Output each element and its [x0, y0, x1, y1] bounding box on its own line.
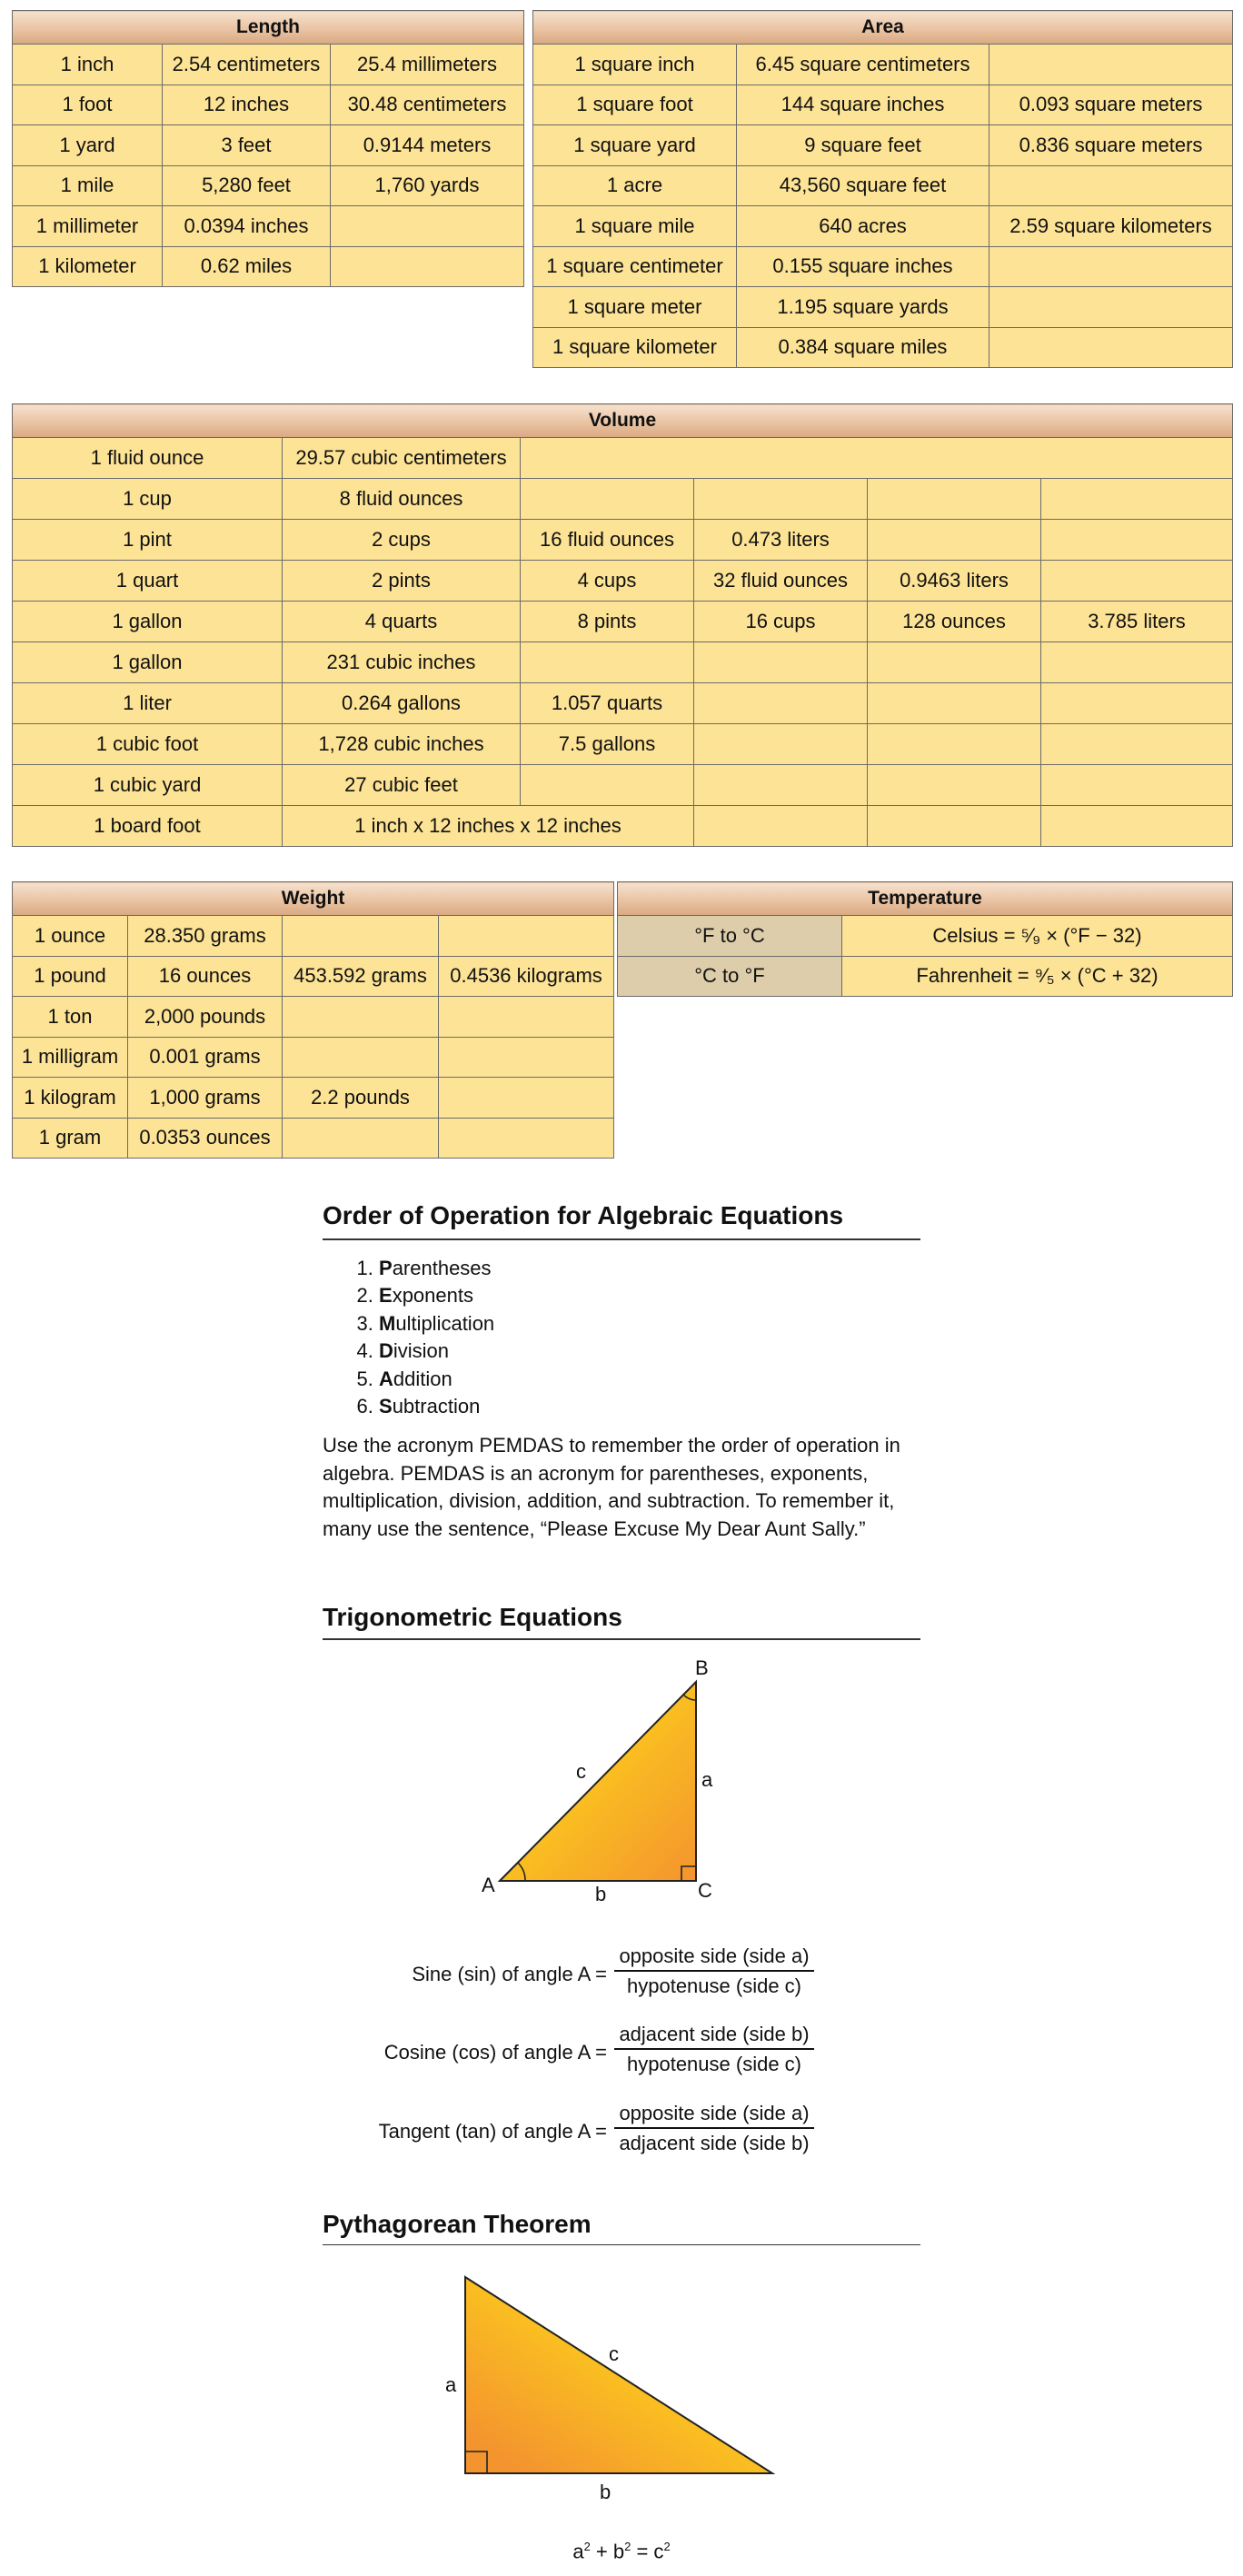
- pemdas-item: [379, 1366, 494, 1393]
- weight-cell: 1,000 grams: [128, 1078, 283, 1119]
- pemdas-item: [379, 1310, 494, 1338]
- pemdas-initial: A: [379, 1367, 393, 1390]
- area-cell: [989, 327, 1233, 368]
- area-cell: [989, 246, 1233, 287]
- sine-fraction: [614, 1943, 814, 1999]
- volume-row: [13, 724, 1233, 765]
- volume-row: [13, 806, 1233, 847]
- pyth-side-b-label: b: [600, 2481, 612, 2503]
- length-row: [13, 165, 524, 206]
- volume-cell: [868, 479, 1041, 520]
- length-row: [13, 206, 524, 247]
- length-cell: 12 inches: [163, 85, 331, 125]
- temperature-table-block: [617, 881, 1232, 997]
- pyth-eq-plus-b: + b: [590, 2540, 625, 2563]
- weight-cell: 2,000 pounds: [128, 997, 283, 1038]
- volume-cell: 32 fluid ounces: [694, 561, 868, 602]
- area-cell: 0.836 square meters: [989, 125, 1233, 166]
- temperature-table: [617, 881, 1233, 997]
- volume-table-title: Volume: [13, 404, 1233, 438]
- pyth-eq-exp-3: 2: [663, 2540, 671, 2553]
- pemdas-rest: ultiplication: [395, 1311, 495, 1335]
- vertex-c-label: C: [698, 1879, 712, 1902]
- weight-cell: 1 gram: [13, 1118, 128, 1159]
- temperature-row: [618, 956, 1233, 997]
- area-row: [533, 206, 1233, 247]
- pemdas-rest: ddition: [393, 1367, 452, 1390]
- length-cell: [331, 206, 524, 247]
- length-cell: 1 foot: [13, 85, 163, 125]
- volume-cell: [694, 724, 868, 765]
- area-cell: 1 square kilometer: [533, 327, 737, 368]
- weight-row: [13, 997, 614, 1038]
- cosine-lhs: Cosine (cos) of angle A =: [383, 2041, 607, 2064]
- volume-cell: 1 liter: [13, 683, 283, 724]
- pemdas-initial: S: [379, 1395, 393, 1418]
- pyth-eq-equals-c: = c: [631, 2540, 664, 2563]
- area-row: [533, 246, 1233, 287]
- area-table: [532, 10, 1233, 368]
- weight-cell: 1 kilogram: [13, 1078, 128, 1119]
- area-cell: 0.093 square meters: [989, 85, 1233, 125]
- volume-cell: [694, 642, 868, 683]
- weight-row: [13, 956, 614, 997]
- pyth-eq-exp-2: 2: [624, 2540, 631, 2553]
- order-heading-rule: [323, 1238, 920, 1240]
- pythagorean-triangle-diagram: [427, 2263, 791, 2508]
- area-cell: 1 square meter: [533, 287, 737, 328]
- pythagorean-heading: Pythagorean Theorem: [323, 2210, 592, 2238]
- side-b-label: b: [595, 1883, 607, 1905]
- weight-cell: [439, 997, 614, 1038]
- area-cell: 0.155 square inches: [737, 246, 989, 287]
- pyth-side-a-label: a: [445, 2373, 457, 2396]
- cosine-numerator: adjacent side (side b): [614, 2021, 814, 2050]
- volume-cell: 16 cups: [694, 602, 868, 642]
- volume-cell: 2 cups: [283, 520, 521, 561]
- temperature-row: [618, 916, 1233, 957]
- volume-cell: 1 cup: [13, 479, 283, 520]
- area-table-block: [532, 10, 1232, 368]
- tangent-numerator: opposite side (side a): [614, 2100, 814, 2129]
- volume-cell: [1041, 765, 1233, 806]
- length-row: [13, 246, 524, 287]
- length-cell: 0.62 miles: [163, 246, 331, 287]
- pyth-eq-exp-1: 2: [583, 2540, 591, 2553]
- length-cell: 2.54 centimeters: [163, 45, 331, 85]
- side-a-label: a: [701, 1768, 713, 1791]
- area-cell: 640 acres: [737, 206, 989, 247]
- volume-cell: 0.473 liters: [694, 520, 868, 561]
- vertex-a-label: A: [482, 1874, 495, 1896]
- weight-cell: 1 pound: [13, 956, 128, 997]
- area-row: [533, 85, 1233, 125]
- volume-cell: [1041, 642, 1233, 683]
- volume-cell: 1 cubic foot: [13, 724, 283, 765]
- area-row: [533, 287, 1233, 328]
- volume-cell: 8 pints: [521, 602, 694, 642]
- pemdas-item: [379, 1338, 494, 1365]
- volume-cell: 0.264 gallons: [283, 683, 521, 724]
- weight-cell: [283, 916, 439, 957]
- weight-cell: 1 milligram: [13, 1037, 128, 1078]
- area-cell: 1 square yard: [533, 125, 737, 166]
- volume-row: [13, 479, 1233, 520]
- pyth-side-c-label: c: [609, 2342, 619, 2365]
- volume-cell: [1041, 479, 1233, 520]
- volume-cell: [521, 479, 694, 520]
- area-cell: 1 square centimeter: [533, 246, 737, 287]
- pyth-eq-a: a: [572, 2540, 584, 2563]
- order-heading: Order of Operation for Algebraic Equations: [323, 1201, 844, 1229]
- volume-cell: 128 ounces: [868, 602, 1041, 642]
- pemdas-rest: ivision: [393, 1339, 450, 1363]
- temperature-cell: °C to °F: [618, 956, 842, 997]
- volume-cell: [868, 724, 1041, 765]
- weight-row: [13, 916, 614, 957]
- volume-cell: 1.057 quarts: [521, 683, 694, 724]
- tangent-denominator: adjacent side (side b): [619, 2132, 810, 2154]
- length-cell: 0.0394 inches: [163, 206, 331, 247]
- pemdas-item: [379, 1282, 494, 1309]
- weight-cell: 453.592 grams: [283, 956, 439, 997]
- weight-cell: [283, 1118, 439, 1159]
- volume-cell: [868, 683, 1041, 724]
- volume-cell: 1 gallon: [13, 602, 283, 642]
- tangent-lhs: Tangent (tan) of angle A =: [378, 2120, 607, 2143]
- volume-row: [13, 765, 1233, 806]
- area-row: [533, 165, 1233, 206]
- area-cell: 1.195 square yards: [737, 287, 989, 328]
- weight-table-title: Weight: [13, 882, 614, 916]
- area-cell: [989, 45, 1233, 85]
- volume-cell: 16 fluid ounces: [521, 520, 694, 561]
- pemdas-rest: xponents: [392, 1284, 473, 1308]
- pemdas-rest: ubtraction: [392, 1395, 481, 1418]
- vertex-b-label: B: [695, 1656, 709, 1679]
- volume-cell: 4 cups: [521, 561, 694, 602]
- volume-cell: 0.9463 liters: [868, 561, 1041, 602]
- volume-cell: [694, 806, 868, 847]
- area-cell: [989, 165, 1233, 206]
- weight-cell: [439, 1078, 614, 1119]
- volume-cell: 1 board foot: [13, 806, 283, 847]
- length-cell: 3 feet: [163, 125, 331, 166]
- volume-cell: [1041, 561, 1233, 602]
- temperature-cell: °F to °C: [618, 916, 842, 957]
- weight-cell: [439, 1037, 614, 1078]
- pythagorean-triangle: [465, 2277, 772, 2473]
- length-cell: [331, 246, 524, 287]
- length-cell: 30.48 centimeters: [331, 85, 524, 125]
- weight-row: [13, 1037, 614, 1078]
- side-c-label: c: [576, 1760, 586, 1783]
- volume-table: [12, 403, 1233, 847]
- cosine-fraction: [614, 2021, 814, 2077]
- length-row: [13, 45, 524, 85]
- weight-row: [13, 1078, 614, 1119]
- tangent-fraction: [614, 2100, 814, 2156]
- length-cell: 25.4 millimeters: [331, 45, 524, 85]
- area-cell: 1 square inch: [533, 45, 737, 85]
- weight-table-block: [12, 881, 613, 1159]
- volume-cell: 1,728 cubic inches: [283, 724, 521, 765]
- pemdas-initial: D: [379, 1339, 393, 1363]
- tangent-equation: [0, 2100, 1243, 2163]
- length-cell: 0.9144 meters: [331, 125, 524, 166]
- trig-triangle: [500, 1682, 696, 1881]
- area-cell: [989, 287, 1233, 328]
- volume-cell: 7.5 gallons: [521, 724, 694, 765]
- weight-table: [12, 881, 614, 1159]
- volume-row: [13, 683, 1233, 724]
- pemdas-initial: P: [379, 1257, 393, 1279]
- pemdas-item: [379, 1393, 494, 1420]
- volume-cell: [694, 765, 868, 806]
- pemdas-item: [379, 1255, 494, 1282]
- volume-cell: 2 pints: [283, 561, 521, 602]
- area-row: [533, 327, 1233, 368]
- weight-cell: 0.001 grams: [128, 1037, 283, 1078]
- sine-numerator: opposite side (side a): [614, 1943, 814, 1972]
- volume-row: [13, 642, 1233, 683]
- area-cell: 6.45 square centimeters: [737, 45, 989, 85]
- volume-cell: 3.785 liters: [1041, 602, 1233, 642]
- area-cell: 144 square inches: [737, 85, 989, 125]
- weight-cell: 2.2 pounds: [283, 1078, 439, 1119]
- pemdas-initial: E: [379, 1284, 393, 1308]
- volume-cell: 1 gallon: [13, 642, 283, 683]
- sine-equation: [0, 1943, 1243, 2006]
- trig-heading-rule: [323, 1638, 920, 1640]
- cosine-equation: [0, 2021, 1243, 2084]
- weight-row: [13, 1118, 614, 1159]
- pemdas-rest: arentheses: [392, 1257, 492, 1279]
- temperature-cell: Celsius = ⁵⁄₉ × (°F − 32): [842, 916, 1233, 957]
- length-cell: 1 mile: [13, 165, 163, 206]
- volume-cell: 27 cubic feet: [283, 765, 521, 806]
- area-cell: 43,560 square feet: [737, 165, 989, 206]
- trig-triangle-diagram: [472, 1654, 745, 1908]
- volume-cell: 8 fluid ounces: [283, 479, 521, 520]
- length-cell: 1 inch: [13, 45, 163, 85]
- volume-cell: [694, 683, 868, 724]
- volume-cell: [1041, 520, 1233, 561]
- volume-row: [13, 602, 1233, 642]
- length-cell: 1 millimeter: [13, 206, 163, 247]
- volume-cell: [1041, 683, 1233, 724]
- length-row: [13, 85, 524, 125]
- length-table-block: [12, 10, 523, 287]
- area-row: [533, 45, 1233, 85]
- weight-cell: [439, 916, 614, 957]
- area-cell: 9 square feet: [737, 125, 989, 166]
- pythagorean-heading-rule: [323, 2244, 920, 2245]
- length-row: [13, 125, 524, 166]
- area-cell: 1 square mile: [533, 206, 737, 247]
- volume-row: [13, 561, 1233, 602]
- length-cell: 1 kilometer: [13, 246, 163, 287]
- volume-row: [13, 438, 1233, 479]
- weight-cell: 1 ton: [13, 997, 128, 1038]
- volume-cell: 1 cubic yard: [13, 765, 283, 806]
- length-cell: 1 yard: [13, 125, 163, 166]
- area-cell: 1 acre: [533, 165, 737, 206]
- volume-table-block: [12, 403, 1232, 847]
- volume-cell: 1 quart: [13, 561, 283, 602]
- volume-cell: 1 inch x 12 inches x 12 inches: [283, 806, 694, 847]
- weight-cell: 16 ounces: [128, 956, 283, 997]
- length-cell: 1,760 yards: [331, 165, 524, 206]
- pemdas-list: [323, 1255, 494, 1420]
- volume-cell: 29.57 cubic centimeters: [283, 438, 521, 479]
- length-cell: 5,280 feet: [163, 165, 331, 206]
- volume-cell: [521, 438, 1233, 479]
- volume-cell: 1 fluid ounce: [13, 438, 283, 479]
- weight-cell: [439, 1118, 614, 1159]
- area-cell: 2.59 square kilometers: [989, 206, 1233, 247]
- volume-cell: [1041, 806, 1233, 847]
- volume-cell: [868, 806, 1041, 847]
- volume-cell: 4 quarts: [283, 602, 521, 642]
- volume-cell: [868, 642, 1041, 683]
- area-cell: 1 square foot: [533, 85, 737, 125]
- volume-cell: [868, 520, 1041, 561]
- area-cell: 0.384 square miles: [737, 327, 989, 368]
- volume-cell: [521, 765, 694, 806]
- weight-cell: [283, 997, 439, 1038]
- volume-cell: [868, 765, 1041, 806]
- weight-cell: 0.0353 ounces: [128, 1118, 283, 1159]
- temperature-table-title: Temperature: [618, 882, 1233, 916]
- volume-cell: [521, 642, 694, 683]
- weight-cell: [283, 1037, 439, 1078]
- weight-cell: 0.4536 kilograms: [439, 956, 614, 997]
- sine-lhs: Sine (sin) of angle A =: [412, 1963, 607, 1985]
- cosine-denominator: hypotenuse (side c): [627, 2053, 801, 2075]
- pemdas-paragraph: Use the acronym PEMDAS to remember the order of operation in algebra. PEMDAS is an acronym for parentheses, exponents, multiplication, division, addition, and subtraction. To remember it, many use the sentence, “Please Excuse My Dear Aunt Sally.”: [323, 1434, 900, 1540]
- area-table-title: Area: [533, 11, 1233, 45]
- volume-cell: 231 cubic inches: [283, 642, 521, 683]
- length-table: [12, 10, 524, 287]
- length-table-title: Length: [13, 11, 524, 45]
- temperature-cell: Fahrenheit = ⁹⁄₅ × (°C + 32): [842, 956, 1233, 997]
- pemdas-initial: M: [379, 1311, 396, 1335]
- volume-row: [13, 520, 1233, 561]
- volume-cell: [694, 479, 868, 520]
- volume-cell: 1 pint: [13, 520, 283, 561]
- trig-heading: Trigonometric Equations: [323, 1603, 622, 1631]
- pythagorean-equation: [0, 2540, 1243, 2563]
- sine-denominator: hypotenuse (side c): [627, 1974, 801, 1997]
- volume-cell: [1041, 724, 1233, 765]
- area-row: [533, 125, 1233, 166]
- weight-cell: 1 ounce: [13, 916, 128, 957]
- weight-cell: 28.350 grams: [128, 916, 283, 957]
